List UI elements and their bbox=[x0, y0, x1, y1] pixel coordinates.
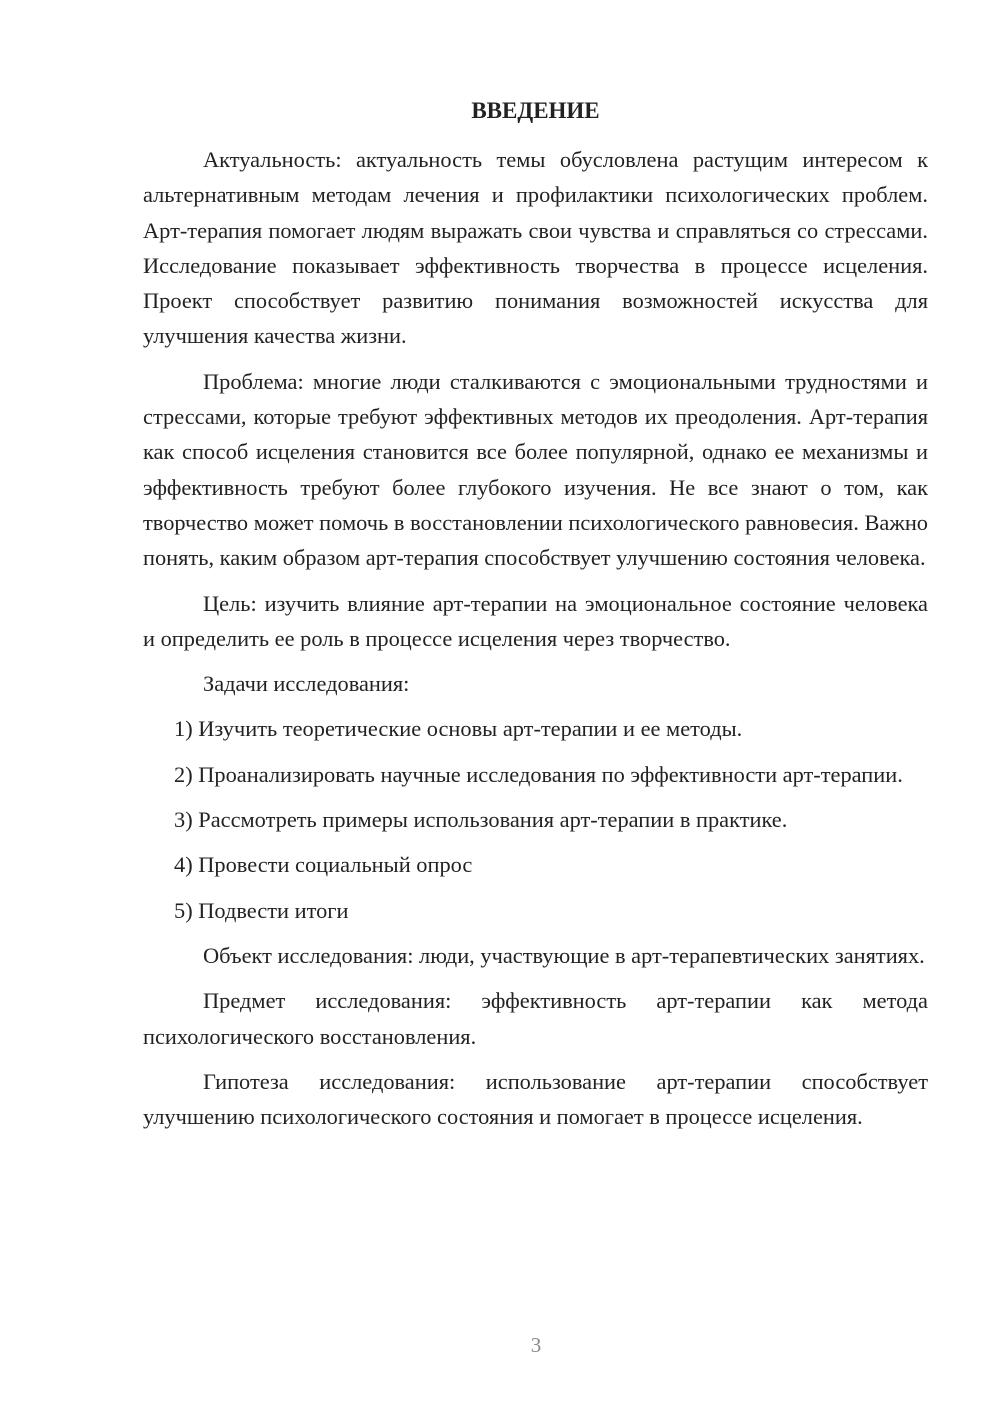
hypothesis-paragraph: Гипотеза исследования: использование арт-терапии способствует улучшению психологического состояния и помогает в процессе исцеления. bbox=[143, 1068, 928, 1130]
section-heading: ВВЕДЕНИЕ bbox=[471, 98, 600, 123]
problem-paragraph: Проблема: многие люди сталкиваются с эмоциональными трудностями и стрессами, которые требуют эффективных методов их преодоления. Арт-терапия как способ исцеления становится все более популярной, однако ее механизмы и эффективность требуют более глубокого изучения. Не все знают о том, как творчество может помочь в восстановлении психологического равновесия. Важно понять, каким образом арт-терапия способствует улучшению состояния человека. bbox=[143, 368, 928, 571]
relevance-paragraph: Актуальность: актуальность темы обусловлена растущим интересом к альтернативным методам лечения и профилактики психологических проблем. Арт-терапия помогает людям выражать свои чувства и справляться со стрессами. Исследование показывает эффективность творчества в процессе исцеления. Проект способствует развитию понимания возможностей искусства для улучшения качества жизни. bbox=[143, 147, 928, 349]
tasks-title: Задачи исследования: bbox=[203, 671, 410, 697]
object-paragraph: Объект исследования: люди, участвующие в арт-терапевтических занятиях. bbox=[203, 942, 925, 968]
task-item-1: 1) Изучить теоретические основы арт-терапии и ее методы. bbox=[174, 716, 743, 742]
goal-paragraph: Цель: изучить влияние арт-терапии на эмоциональное состояние человека и определить ее роль в процессе исцеления через творчество. bbox=[143, 590, 928, 651]
document-page bbox=[143, 96, 928, 1144]
task-item-4: 4) Провести социальный опрос bbox=[174, 852, 473, 878]
task-item-2: 2) Проанализировать научные исследования по эффективности арт-терапии. bbox=[174, 761, 903, 787]
task-item-5: 5) Подвести итоги bbox=[174, 897, 349, 923]
page-number: 3 bbox=[530, 1333, 542, 1357]
task-item-3: 3) Рассмотреть примеры использования арт-терапии в практике. bbox=[174, 807, 788, 833]
subject-paragraph: Предмет исследования: эффективность арт-терапии как метода психологического восстановления. bbox=[143, 988, 928, 1049]
